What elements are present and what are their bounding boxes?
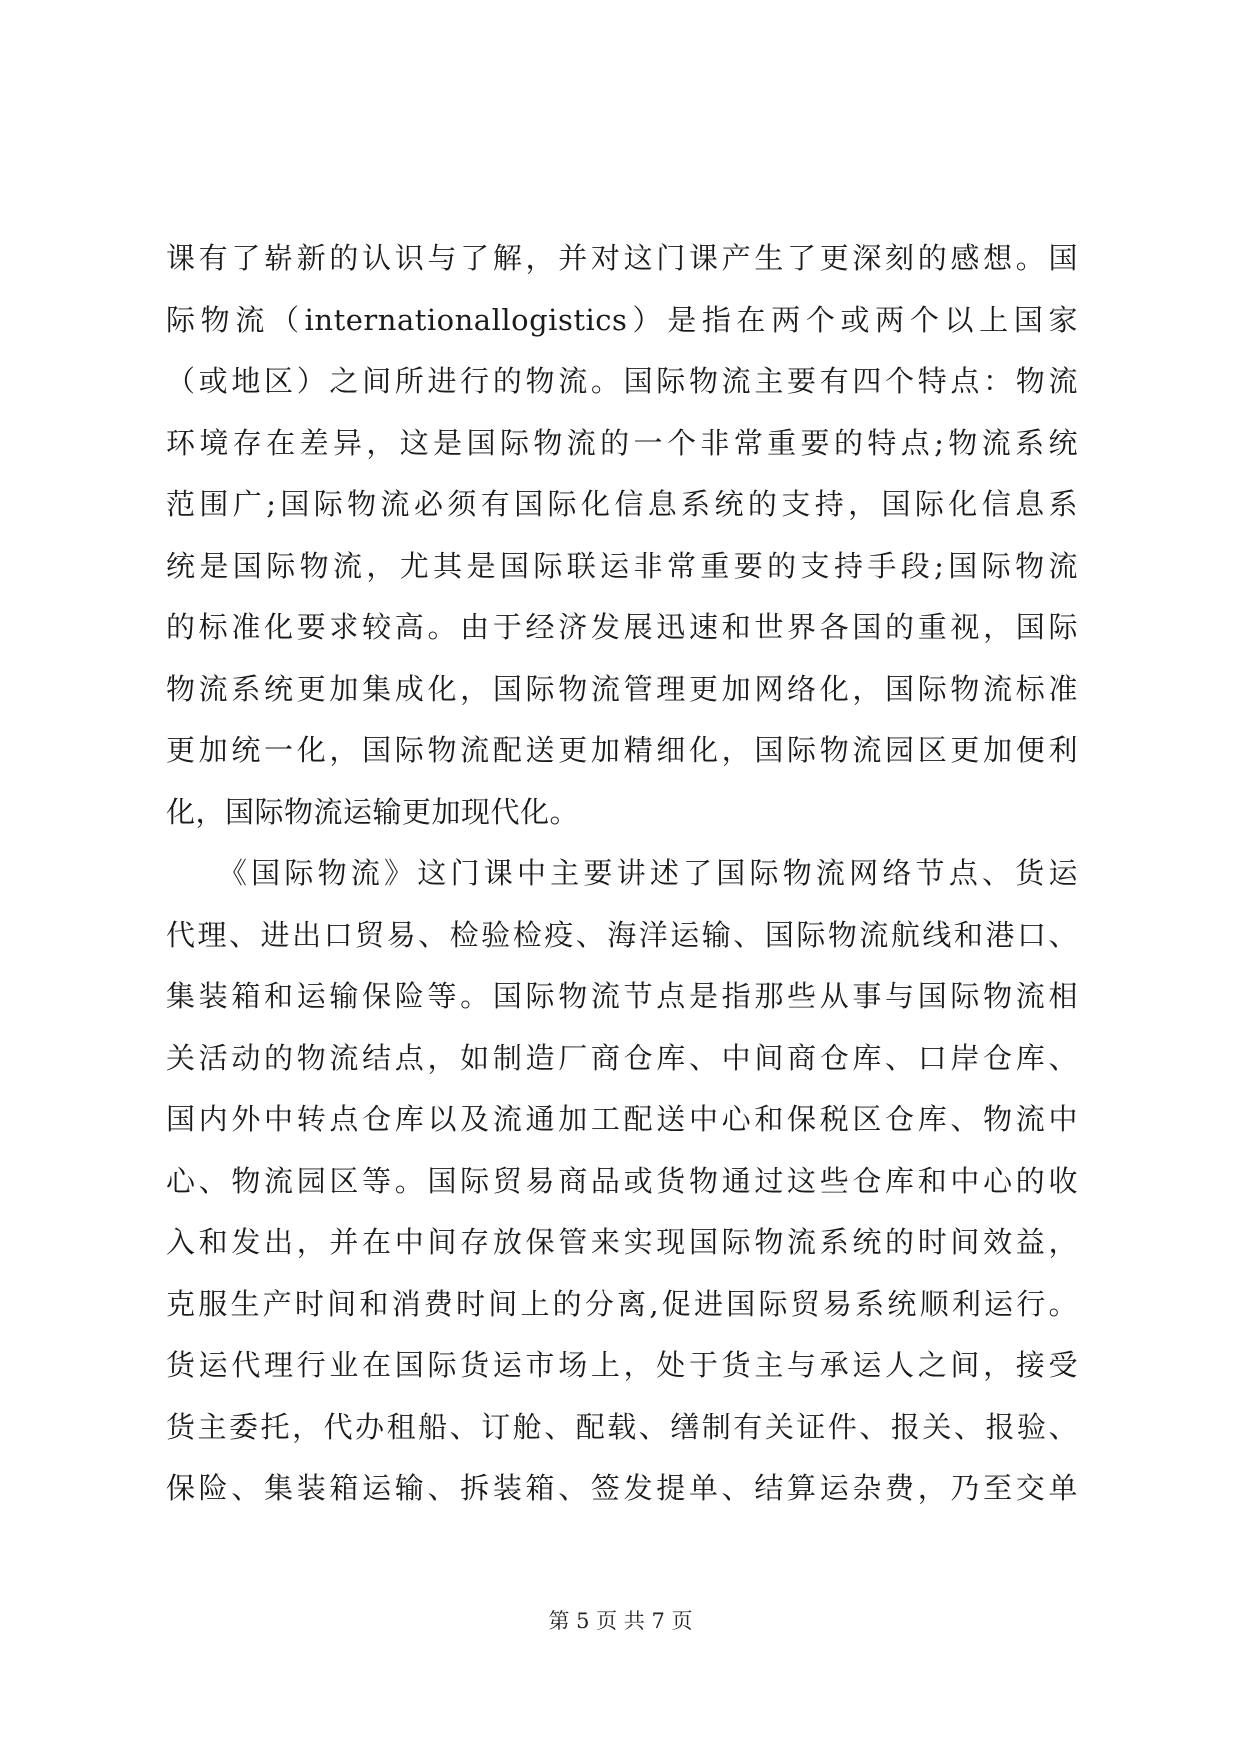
text-line: 统是国际物流，尤其是国际联运非常重要的支持手段;国际物流 [166, 548, 1078, 583]
page-number-footer: 第 5 页 共 7 页 [548, 1609, 693, 1633]
text-line: 的标准化要求较高。由于经济发展迅速和世界各国的重视，国际 [166, 610, 1078, 644]
text-line: 保险、集装箱运输、拆装箱、签发提单、结算运杂费，乃至交单 [166, 1471, 1078, 1505]
text-line: （或地区）之间所进行的物流。国际物流主要有四个特点：物流 [166, 364, 1078, 398]
text-line: 货主委托，代办租船、订舱、配载、缮制有关证件、报关、报验、 [166, 1409, 1078, 1444]
text-line: 际物流（internationallogistics）是指在两个或两个以上国家 [166, 302, 1078, 337]
text-line: 课有了崭新的认识与了解，并对这门课产生了更深刻的感想。国 [166, 241, 1078, 275]
text-line: 入和发出，并在中间存放保管来实现国际物流系统的时间效益， [166, 1225, 1078, 1259]
text-line: 克服生产时间和消费时间上的分离,促进国际贸易系统顺利运行。 [166, 1286, 1078, 1321]
text-line-paragraph-start: 《国际物流》这门课中主要讲述了国际物流网络节点、货运 [166, 856, 1078, 890]
text-line: 环境存在差异，这是国际物流的一个非常重要的特点;物流系统 [166, 425, 1078, 460]
text-line: 集装箱和运输保险等。国际物流节点是指那些从事与国际物流相 [166, 979, 1078, 1013]
text-line: 国内外中转点仓库以及流通加工配送中心和保税区仓库、物流中 [166, 1102, 1078, 1136]
text-line: 关活动的物流结点，如制造厂商仓库、中间商仓库、口岸仓库、 [166, 1040, 1078, 1075]
body-text [166, 228, 1078, 1520]
text-line: 代理、进出口贸易、检验检疫、海洋运输、国际物流航线和港口、 [166, 917, 1078, 952]
text-line: 范围广;国际物流必须有国际化信息系统的支持，国际化信息系 [166, 487, 1078, 521]
text-line: 货运代理行业在国际货运市场上，处于货主与承运人之间，接受 [166, 1348, 1078, 1382]
text-line: 心、物流园区等。国际贸易商品或货物通过这些仓库和中心的收 [166, 1163, 1078, 1198]
text-line-paragraph-end: 化，国际物流运输更加现代化。 [166, 794, 580, 829]
text-line: 更加统一化，国际物流配送更加精细化，国际物流园区更加便利 [166, 733, 1078, 767]
text-line: 物流系统更加集成化，国际物流管理更加网络化，国际物流标准 [166, 671, 1078, 706]
